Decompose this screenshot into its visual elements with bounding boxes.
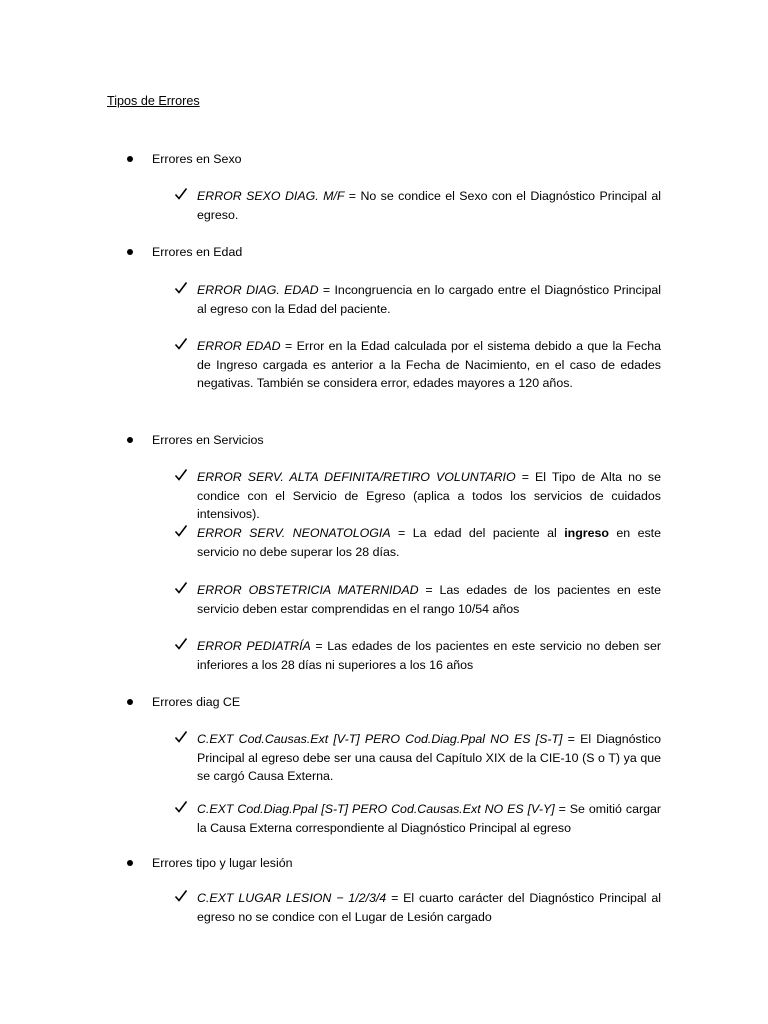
section-heading-servicios: [127, 431, 264, 449]
section-heading-label: Errores en Edad: [152, 245, 243, 259]
error-separator: =: [418, 583, 440, 597]
error-separator: =: [390, 526, 413, 540]
checkmark-icon: [174, 524, 188, 538]
checkmark-icon: [174, 800, 188, 814]
page-title: Tipos de Errores: [107, 94, 200, 108]
checkmark-icon: [174, 337, 188, 351]
checkmark-icon: [174, 637, 188, 651]
checkmark-icon: [174, 187, 188, 201]
error-item-pediatria: [174, 637, 661, 674]
bullet-icon: [127, 156, 133, 162]
section-heading-label: Errores diag CE: [152, 695, 241, 709]
error-description-start: La edad del paciente al: [412, 526, 565, 540]
error-item-cext-causas: [174, 730, 661, 786]
error-item-cext-lugar: [174, 889, 661, 926]
section-heading-sexo: [127, 150, 242, 168]
section-heading-edad: [127, 243, 242, 261]
error-separator: =: [318, 283, 335, 297]
error-description: El Diagnóstico Principal al egreso debe ser una causa del Capítulo XIX de la CIE-10 (S o T) ya que se cargó Causa Externa.: [197, 732, 661, 784]
section-heading-label: Errores en Sexo: [152, 152, 242, 166]
error-separator: =: [386, 891, 404, 905]
error-code: ERROR OBSTETRICIA MATERNIDAD: [197, 583, 419, 597]
error-description: El Tipo de Alta no se condice con el Servicio de Egreso (aplica a todos los servicios de cuidados intensivos).: [197, 470, 661, 522]
error-item-diag-edad: [174, 281, 661, 318]
error-item-edad: [174, 337, 661, 393]
error-code: ERROR DIAG. EDAD: [197, 283, 319, 297]
error-item-serv-neonatologia: [174, 524, 661, 561]
error-item-obstetricia: [174, 581, 661, 618]
error-code: C.EXT Cod.Causas.Ext [V-T] PERO Cod.Diag.Ppal NO ES [S-T]: [197, 732, 563, 746]
error-code: ERROR EDAD: [197, 339, 281, 353]
error-code: C.EXT LUGAR LESION − 1/2/3/4: [197, 891, 387, 905]
error-code: C.EXT Cod.Diag.Ppal [S-T] PERO Cod.Causas.Ext NO ES [V-Y]: [197, 802, 555, 816]
checkmark-icon: [174, 889, 188, 903]
checkmark-icon: [174, 581, 188, 595]
error-separator: =: [554, 802, 570, 816]
error-separator: =: [344, 189, 361, 203]
checkmark-icon: [174, 281, 188, 295]
error-description: El cuarto carácter del Diagnóstico Principal al egreso no se condice con el Lugar de Lesión cargado: [197, 891, 661, 924]
section-heading-label: Errores en Servicios: [152, 433, 264, 447]
error-code: ERROR SERV. NEONATOLOGIA: [197, 526, 391, 540]
checkmark-icon: [174, 730, 188, 744]
error-separator: =: [280, 339, 297, 353]
bullet-icon: [127, 249, 133, 255]
bullet-icon: [127, 437, 133, 443]
error-description: Las edades de los pacientes en este servicio no deben ser inferiores a los 28 días ni superiores a los 16 años: [197, 639, 661, 672]
bullet-icon: [127, 860, 133, 866]
error-description: Error en la Edad calculada por el sistema debido a que la Fecha de Ingreso cargada es anterior a la Fecha de Nacimiento, en el caso de edades negativas. También se considera error, edades mayores a 120 años.: [197, 339, 662, 391]
error-item-cext-diag: [174, 800, 661, 837]
error-description: No se condice el Sexo con el Diagnóstico Principal al egreso.: [197, 189, 662, 222]
error-code: ERROR PEDIATRÍA: [197, 639, 311, 653]
section-heading-lesion: [127, 854, 293, 872]
error-code: ERROR SERV. ALTA DEFINITA/RETIRO VOLUNTARIO: [197, 470, 516, 484]
checkmark-icon: [174, 468, 188, 482]
error-separator: =: [515, 470, 535, 484]
bullet-icon: [127, 699, 133, 705]
error-item-serv-alta: [174, 468, 661, 524]
error-description: Incongruencia en lo cargado entre el Diagnóstico Principal al egreso con la Edad del paciente.: [197, 283, 661, 316]
error-item-sexo-diag: [174, 187, 661, 224]
error-separator: =: [310, 639, 328, 653]
error-separator: =: [562, 732, 581, 746]
section-heading-label: Errores tipo y lugar lesión: [152, 856, 293, 870]
error-description-emphasis: ingreso: [564, 526, 609, 540]
error-description: Se omitió cargar la Causa Externa correspondiente al Diagnóstico Principal al egreso: [197, 802, 662, 835]
error-description: Las edades de los pacientes en este servicio deben estar comprendidas en el rango 10/54 años: [197, 583, 661, 616]
error-code: ERROR SEXO DIAG. M/F: [197, 189, 345, 203]
error-description-end: en este servicio no debe superar los 28 días.: [197, 526, 661, 559]
section-heading-diag-ce: [127, 693, 240, 711]
